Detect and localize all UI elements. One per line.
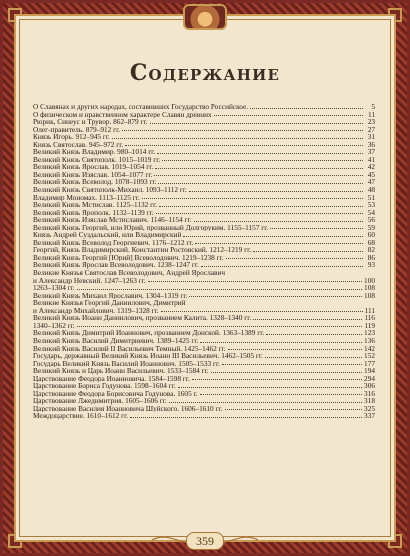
dot-leader: [77, 326, 363, 327]
dot-leader: [253, 319, 362, 320]
toc-entry: [33, 186, 375, 194]
toc-entry: [33, 254, 375, 262]
toc-entry: [33, 178, 375, 186]
toc-entry-title: Георгий, Князь Владимирский. Константин Ростовский. 1212–1219 гг.: [33, 246, 252, 254]
toc-entry-page: 68: [367, 237, 375, 247]
toc-entry-page: 42: [367, 162, 375, 172]
dot-leader: [183, 236, 363, 237]
toc-entry-page: 56: [367, 215, 375, 225]
toc-entry: [33, 111, 375, 119]
toc-entry-page: 111: [364, 305, 375, 315]
toc-entry-title: Великий Князь Иоанн Даниилович, прозванием Калита. 1328–1340 гг.: [33, 314, 252, 322]
toc-entry-page: 108: [364, 283, 375, 293]
toc-entry-page: 318: [364, 396, 375, 406]
toc-entry: [33, 171, 375, 179]
toc-entry-title: Великий Князь Михаил Ярославич. 1304–1319 гг.: [33, 291, 188, 300]
dot-leader: [270, 228, 363, 229]
toc-entry: [33, 224, 375, 232]
dot-leader: [161, 311, 363, 312]
dot-leader: [159, 206, 363, 207]
page-number: 359: [186, 532, 224, 550]
toc-entry-title: Великие Князья Георгий Даниилович, Димитрий: [33, 298, 186, 308]
toc-entry-title: О Славянах и других народах, составивших Государство Российское.: [33, 103, 249, 111]
toc-entry-page: 337: [364, 411, 375, 421]
dot-leader: [142, 198, 363, 199]
toc-entry: [33, 382, 375, 390]
toc-entry-page: 86: [367, 252, 375, 262]
toc-entry-title: и Александр Михайлович. 1319–1328 гг.: [33, 306, 159, 315]
toc-entry-title: Великий Князь Василий Димитриевич. 1389–1425 гг.: [33, 336, 199, 345]
toc-entry-page: 93: [367, 260, 375, 270]
toc-entry: [33, 390, 375, 398]
toc-entry-page: 108: [364, 290, 375, 300]
toc-entry-title: Олег-правитель. 879–912 гг.: [33, 125, 121, 134]
dot-leader: [155, 168, 363, 169]
table-of-contents: [33, 103, 375, 420]
toc-entry: [33, 194, 375, 202]
toc-entry-title: Великий Князь Василий II Васильевич Темный. 1425–1462 гг.: [33, 344, 226, 353]
toc-entry-page: 59: [367, 222, 375, 232]
dot-leader: [253, 251, 363, 252]
toc-entry-title: Великий Князь Всеволод Георгиевич. 1176–1212 гг.: [33, 238, 194, 247]
toc-entry-page: 152: [364, 351, 375, 361]
toc-entry: [33, 163, 375, 171]
toc-entry: [33, 201, 375, 209]
toc-entry-page: 31: [367, 132, 375, 142]
toc-entry-title: О физическом и нравственном характере Славян древних: [33, 110, 212, 119]
dot-leader: [250, 108, 363, 109]
toc-entry: [33, 231, 375, 239]
dot-leader: [200, 342, 362, 343]
dot-leader: [225, 409, 363, 410]
dot-leader: [194, 221, 363, 222]
toc-entry-page: 27: [367, 124, 375, 134]
toc-entry-page: 194: [364, 366, 375, 376]
toc-entry: [33, 337, 375, 345]
toc-entry-title: 1263–1304 гг.: [33, 284, 75, 292]
toc-entry-title: и Александр Невский. 1247–1263 гг.: [33, 276, 146, 285]
toc-entry-title: Князь Игорь. 912–945 гг.: [33, 133, 110, 141]
toc-entry-page: 45: [367, 169, 375, 179]
toc-entry-page: 119: [364, 320, 375, 330]
dot-leader: [189, 296, 362, 297]
toc-entry: [33, 405, 375, 413]
toc-entry-page: 142: [364, 343, 375, 353]
dot-leader: [195, 243, 363, 244]
toc-entry-title: Князь Андрей Суздальский, или Владимирский: [33, 231, 182, 239]
toc-entry-title: Великий Князь Ярослав. 1019–1054 гг.: [33, 163, 154, 171]
toc-entry: [33, 412, 375, 420]
toc-entry-page: 41: [367, 154, 375, 164]
toc-entry-continuation: [33, 277, 375, 285]
dot-leader: [265, 357, 362, 358]
toc-entry-title: Царствование Василия Иоанновича Шуйского. 1606–1610 гг.: [33, 404, 223, 413]
toc-entry-page: 316: [364, 388, 375, 398]
dot-leader: [189, 191, 363, 192]
toc-entry: [33, 216, 375, 224]
toc-entry-title: Великий Князь Георгий [Юрий] Всеволодович. 1219–1238 гг.: [33, 253, 224, 262]
toc-entry-title: Великие Князья Святослав Всеволодович, Андрей Ярославич: [33, 268, 226, 278]
toc-entry: [33, 246, 375, 254]
toc-entry-title: Князь Святослав. 945–972 гг.: [33, 140, 124, 149]
toc-entry-page: 116: [364, 313, 375, 323]
dot-leader: [122, 130, 363, 131]
dot-leader: [154, 175, 363, 176]
toc-entry: [33, 322, 375, 330]
toc-entry-title: 1340–1362 гг.: [33, 321, 75, 330]
dot-leader: [214, 115, 363, 116]
toc-entry-title: Великий Князь Владимир. 980–1014 гг.: [33, 148, 156, 156]
toc-entry: [33, 352, 375, 360]
dot-leader: [192, 379, 362, 380]
dot-leader: [228, 349, 362, 350]
toc-entry-page: 123: [364, 328, 375, 338]
toc-entry: [33, 360, 375, 368]
dot-leader: [125, 145, 363, 146]
toc-entry: [33, 284, 375, 292]
toc-entry-page: 48: [367, 185, 375, 195]
dot-leader: [148, 281, 362, 282]
toc-entry: [33, 314, 375, 322]
dot-leader: [200, 394, 363, 395]
toc-entry-page: 53: [367, 200, 375, 210]
toc-entry: [33, 209, 375, 217]
toc-entry-page: 47: [367, 177, 375, 187]
toc-entry-page: 177: [364, 358, 375, 368]
toc-entry: [33, 329, 375, 337]
toc-entry-page: 294: [364, 373, 375, 383]
toc-entry-title: Великий Князь Святополк-Михаил. 1093–1112 гг.: [33, 186, 187, 194]
toc-entry-title: Великий Князь Димитрий Иоаннович, прозванием Донской. 1363–1389 гг.: [33, 329, 265, 337]
toc-entry-title: Междоцарствие. 1610–1612 гг.: [33, 412, 129, 420]
dot-leader: [156, 213, 363, 214]
toc-entry-title: Великий Князь Изяслав. 1054–1077 гг.: [33, 170, 153, 179]
dot-leader: [226, 258, 363, 259]
toc-entry: [33, 375, 375, 383]
toc-entry-page: 306: [364, 381, 375, 391]
toc-entry-title: Великий Князь Изяслав Мстиславич. 1146–1154 гг.: [33, 216, 192, 224]
toc-entry: [33, 148, 375, 156]
dot-leader: [178, 387, 362, 388]
toc-entry-page: 37: [367, 147, 375, 157]
dot-leader: [162, 160, 363, 161]
dot-leader: [112, 138, 363, 139]
toc-entry-title: Великий Князь и Царь Иоанн Васильевич. 1533–1584 гг.: [33, 367, 209, 375]
toc-entry-title: Великий Князь Мстислав. 1125–1132 гг.: [33, 201, 158, 209]
dot-leader: [201, 266, 363, 267]
toc-entry-page: 54: [367, 207, 375, 217]
toc-entry-title: Рюрик, Синеус и Трувор. 862–879 гг.: [33, 118, 148, 126]
toc-entry-title: Царствование Лжедимитрия. 1605–1606 гг.: [33, 397, 167, 405]
toc-entry: [33, 345, 375, 353]
toc-entry-title: Государь Великий Князь Василий Иоаннович. 1505–1533 гг.: [33, 359, 220, 368]
toc-entry: [33, 299, 375, 314]
top-emblem-icon: [183, 4, 227, 30]
toc-entry: [33, 156, 375, 164]
toc-entry-title: Государь, державный Великий Князь Иоанн III Васильевич. 1462–1505 гг.: [33, 352, 263, 360]
dot-leader: [150, 123, 363, 124]
dot-leader: [158, 183, 363, 184]
dot-leader: [169, 402, 362, 403]
toc-entry: [33, 118, 375, 126]
toc-entry-page: 36: [367, 139, 375, 149]
toc-entry-continuation: [33, 307, 375, 315]
toc-entry-page: 100: [364, 275, 375, 285]
toc-entry-page: 82: [367, 245, 375, 255]
toc-entry-page: 136: [364, 335, 375, 345]
toc-entry-page: 51: [367, 192, 375, 202]
toc-entry-title: Великий Князь Ярослав Всеволодович. 1238–1247 гг.: [33, 261, 199, 270]
toc-entry-page: 5: [371, 102, 375, 111]
toc-entry: [33, 397, 375, 405]
dot-leader: [211, 372, 362, 373]
toc-entry-page: 23: [367, 117, 375, 127]
toc-entry: [33, 126, 375, 134]
toc-entry-page: 11: [367, 109, 375, 119]
dot-leader: [77, 289, 362, 290]
toc-entry-title: Царствование Феодора Борисовича Годунова. 1605 г.: [33, 389, 198, 398]
dot-leader: [266, 334, 362, 335]
toc-entry: [33, 367, 375, 375]
toc-entry: [33, 133, 375, 141]
toc-entry-title: Царствование Бориса Годунова. 1598–1604 гг.: [33, 382, 176, 390]
toc-entry-title: Великий Князь Ярополк. 1132–1139 гг.: [33, 208, 154, 217]
page-title: Содержание: [129, 60, 281, 86]
toc-entry: [33, 141, 375, 149]
toc-entry-page: 60: [367, 230, 375, 240]
toc-entry-title: Царствование Феодора Иоанновича. 1584–1598 гг.: [33, 374, 190, 383]
toc-entry: [33, 239, 375, 247]
dot-leader: [130, 417, 362, 418]
toc-entry-page: 325: [364, 403, 375, 413]
toc-entry: [33, 103, 375, 111]
toc-entry-title: Великий Князь Святополк. 1015–1019 гг.: [33, 155, 161, 164]
toc-entry-title: Великий Князь Георгий, или Юрий, прозванный Долгоруким. 1155–1157 гг.: [33, 223, 269, 232]
dot-leader: [222, 364, 362, 365]
toc-entry-title: Великий Князь Всеволод. 1078–1093 гг.: [33, 178, 157, 187]
dot-leader: [157, 153, 363, 154]
toc-entry-title: Владимир Мономах. 1113–1125 гг.: [33, 193, 140, 202]
toc-entry: [33, 269, 375, 284]
